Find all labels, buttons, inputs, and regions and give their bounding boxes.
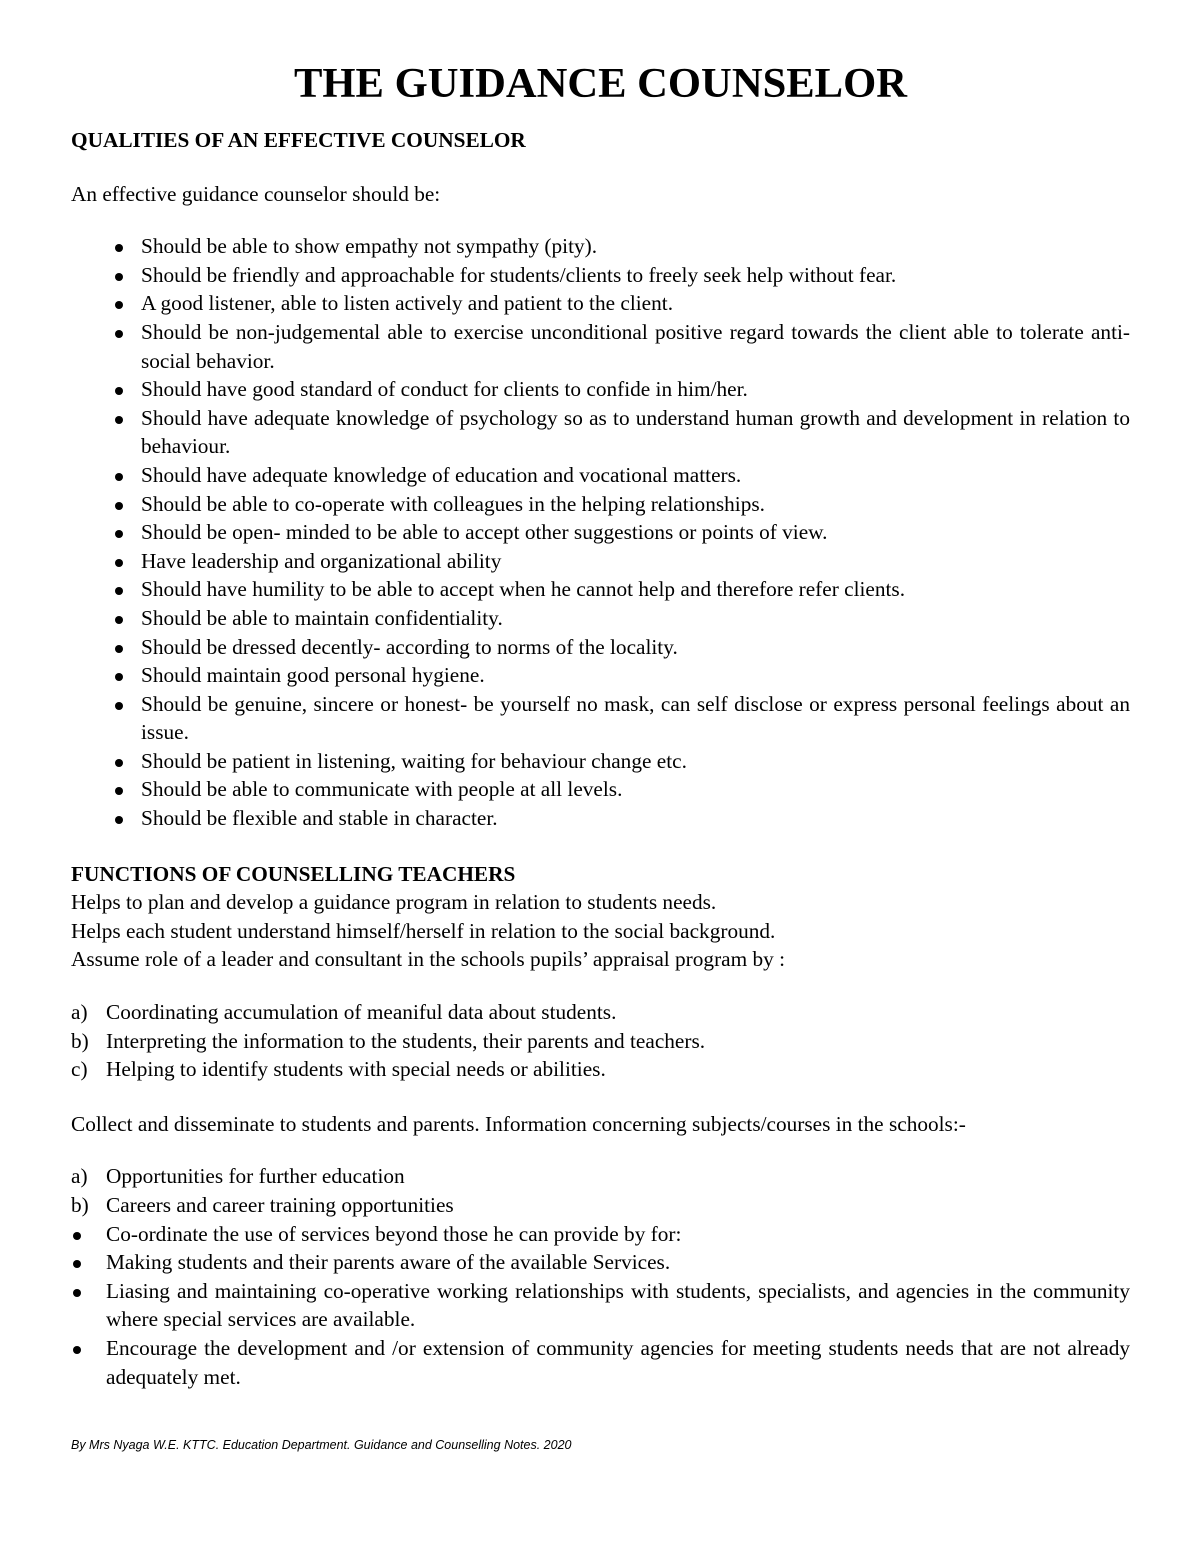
list-marker: b) — [71, 1193, 89, 1217]
bullet-icon — [115, 387, 123, 395]
list-item: Should be patient in listening, waiting for behaviour change etc. — [71, 747, 1130, 776]
list-item: Should be able to communicate with people at all levels. — [71, 775, 1130, 804]
list-item: b) Interpreting the information to the students, their parents and teachers. — [71, 1027, 1130, 1056]
document-title: THE GUIDANCE COUNSELOR — [294, 60, 907, 107]
info-list — [71, 1162, 1130, 1219]
bullet-icon — [115, 301, 123, 309]
bullet-icon — [115, 273, 123, 281]
list-marker: a) — [71, 1164, 88, 1189]
list-item: Should have adequate knowledge of education and vocational matters. — [71, 461, 1130, 490]
list-item: a) Coordinating accumulation of meaniful data about students. — [71, 998, 1130, 1027]
list-item: a) Opportunities for further education — [71, 1162, 1130, 1191]
list-item: Should be non-judgemental able to exercise unconditional positive regard towards the client able to tolerate anti-social behavior. — [71, 318, 1130, 375]
bullet-icon — [115, 616, 123, 624]
list-item: b) Careers and career training opportunities — [71, 1191, 1130, 1220]
functions-heading: FUNCTIONS OF COUNSELLING TEACHERS — [71, 861, 516, 886]
bullet-icon — [115, 587, 123, 595]
bullet-icon — [115, 502, 123, 510]
bullet-icon — [115, 787, 123, 795]
qualities-intro: An effective guidance counselor should be: — [71, 181, 441, 206]
bullet-icon — [115, 559, 123, 567]
list-item: Should be able to maintain confidentiality. — [71, 604, 1130, 633]
list-item: Should be genuine, sincere or honest- be yourself no mask, can self disclose or express personal feelings about an issue. — [71, 690, 1130, 747]
list-item: Should be friendly and approachable for students/clients to freely seek help without fear. — [71, 261, 1130, 290]
appraisal-list — [71, 998, 1130, 1084]
bullet-icon — [115, 759, 123, 767]
collect-intro: Collect and disseminate to students and parents. Information concerning subjects/courses in the schools:- — [71, 1111, 966, 1136]
page-footer: By Mrs Nyaga W.E. KTTC. Education Department. Guidance and Counselling Notes. 2020 — [71, 1438, 572, 1452]
bullet-icon — [115, 330, 123, 338]
qualities-heading: QUALITIES OF AN EFFECTIVE COUNSELOR — [71, 128, 526, 152]
bullet-icon — [115, 645, 123, 653]
list-item: c) Helping to identify students with special needs or abilities. — [71, 1055, 1130, 1084]
list-marker: b) — [71, 1028, 89, 1053]
qualities-list — [71, 232, 1130, 832]
list-item: Should be able to show empathy not sympathy (pity). — [71, 232, 1130, 261]
bullet-icon — [115, 702, 123, 710]
bullet-icon — [115, 244, 123, 252]
list-item: Should maintain good personal hygiene. — [71, 661, 1130, 690]
list-item: Should be open- minded to be able to accept other suggestions or points of view. — [71, 518, 1130, 547]
list-marker: a) — [71, 1000, 88, 1025]
list-item: Should be flexible and stable in character. — [71, 804, 1130, 833]
document-page — [71, 60, 1130, 1391]
functions-line: Helps to plan and develop a guidance program in relation to students needs. — [71, 890, 717, 915]
list-item: Should have good standard of conduct for clients to confide in him/her. — [71, 375, 1130, 404]
bullet-icon — [73, 1232, 81, 1240]
bullet-icon — [115, 816, 123, 824]
bullet-icon — [73, 1346, 81, 1354]
list-marker: c) — [71, 1057, 88, 1082]
list-item: Should be dressed decently- according to norms of the locality. — [71, 633, 1130, 662]
bullet-icon — [73, 1289, 81, 1297]
list-item: A good listener, able to listen actively and patient to the client. — [71, 289, 1130, 318]
bullet-icon — [73, 1260, 81, 1268]
list-item: Should have adequate knowledge of psychology so as to understand human growth and development in relation to behaviour. — [71, 404, 1130, 461]
functions-line: Assume role of a leader and consultant in the schools pupils’ appraisal program by : — [71, 947, 786, 972]
list-item: Should have humility to be able to accept when he cannot help and therefore refer clients. — [71, 575, 1130, 604]
bullet-icon — [115, 673, 123, 681]
list-item: Co-ordinate the use of services beyond those he can provide by for: — [71, 1220, 1130, 1249]
list-item: Have leadership and organizational ability — [71, 547, 1130, 576]
bullet-icon — [115, 530, 123, 538]
bullet-icon — [115, 416, 123, 424]
list-item: Encourage the development and /or extension of community agencies for meeting students needs that are not already adequately met. — [71, 1334, 1130, 1391]
list-item: Making students and their parents aware of the available Services. — [71, 1248, 1130, 1277]
services-list — [71, 1220, 1130, 1392]
list-item: Should be able to co-operate with colleagues in the helping relationships. — [71, 490, 1130, 519]
list-item: Liasing and maintaining co-operative working relationships with students, specialists, and agencies in the community where special services are available. — [71, 1277, 1130, 1334]
functions-line: Helps each student understand himself/herself in relation to the social background. — [71, 918, 776, 943]
bullet-icon — [115, 473, 123, 481]
